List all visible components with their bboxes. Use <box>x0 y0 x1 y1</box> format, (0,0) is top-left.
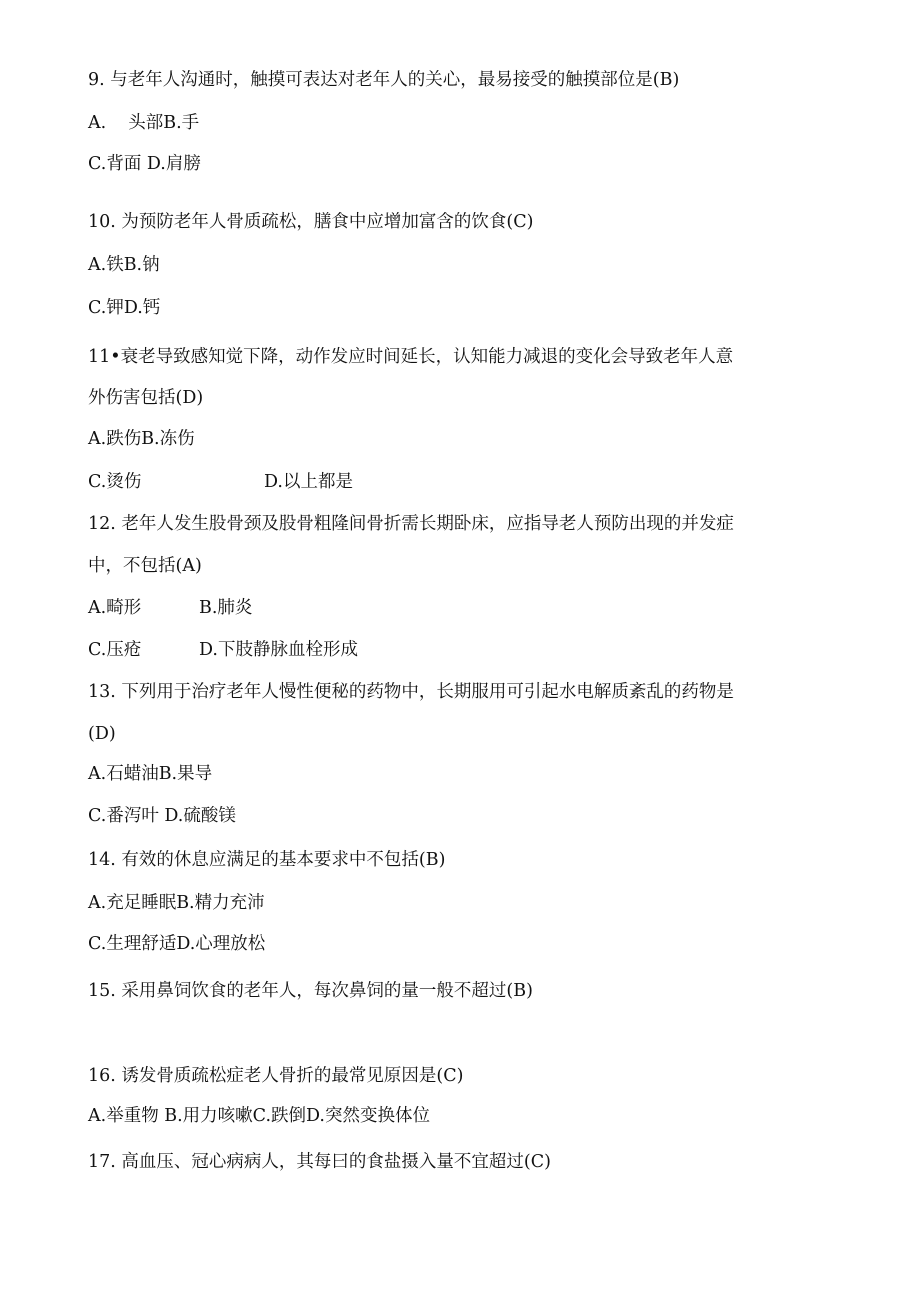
option-label: A. <box>88 113 107 133</box>
question-14-options-ab: A.充足睡眠B.精力充沛 <box>88 893 265 913</box>
question-9-options-cd: C.背面 D.肩膀 <box>88 154 201 174</box>
question-10-options-cd: C.钾D.钙 <box>88 298 161 318</box>
question-11-line-1: 11•衰老导致感知觉下降，动作发应时间延长，认知能力减退的变化会导致老年人意 <box>88 347 734 367</box>
question-9: 9. 与老年人沟通时，触摸可表达对老年人的关心，最易接受的触摸部位是(B) <box>88 70 680 90</box>
question-14: 14. 有效的休息应满足的基本要求中不包括(B) <box>88 850 446 870</box>
option-d: D.下肢静脉血栓形成 <box>199 640 358 660</box>
option-d: D.以上都是 <box>264 472 353 492</box>
question-12-options-cd <box>88 639 358 661</box>
question-13-options-ab: A.石蜡油B.果导 <box>88 764 213 784</box>
question-11-options-cd <box>88 471 353 493</box>
question-9-options-ab <box>88 112 199 134</box>
question-13-options-cd: C.番泻叶 D.硫酸镁 <box>88 806 236 826</box>
question-13-line-2: (D) <box>88 724 116 744</box>
question-16-options: A.举重物 B.用力咳嗽C.跌倒D.突然变换体位 <box>88 1106 430 1126</box>
question-15: 15. 采用鼻饲饮食的老年人，每次鼻饲的量一般不超过(B) <box>88 981 533 1001</box>
question-13-line-1: 13. 下列用于治疗老年人慢性便秘的药物中，长期服用可引起水电解质紊乱的药物是 <box>88 682 734 702</box>
question-12-line-2: 中，不包括(A) <box>88 556 202 576</box>
question-12-line-1: 12. 老年人发生股骨颈及股骨粗隆间骨折需长期卧床，应指导老人预防出现的并发症 <box>88 514 734 534</box>
question-11-line-2: 外伤害包括(D) <box>88 388 204 408</box>
option-b: B.肺炎 <box>199 598 253 618</box>
option-c: C.烫伤 <box>88 472 142 492</box>
option-c: C.压疮 <box>88 640 142 660</box>
question-10-options-ab: A.铁B.钠 <box>88 255 160 275</box>
option-text: 头部B.手 <box>128 113 200 133</box>
question-10: 10. 为预防老年人骨质疏松，膳食中应增加富含的饮食(C) <box>88 212 534 232</box>
question-12-options-ab <box>88 597 252 619</box>
option-a: A.畸形 <box>88 598 142 618</box>
question-16: 16. 诱发骨质疏松症老人骨折的最常见原因是(C) <box>88 1066 464 1086</box>
question-14-options-cd: C.生理舒适D.心理放松 <box>88 934 266 954</box>
question-11-options-ab: A.跌伤B.冻伤 <box>88 429 195 449</box>
question-17: 17. 高血压、冠心病病人，其每曰的食盐摄入量不宜超过(C) <box>88 1152 551 1172</box>
